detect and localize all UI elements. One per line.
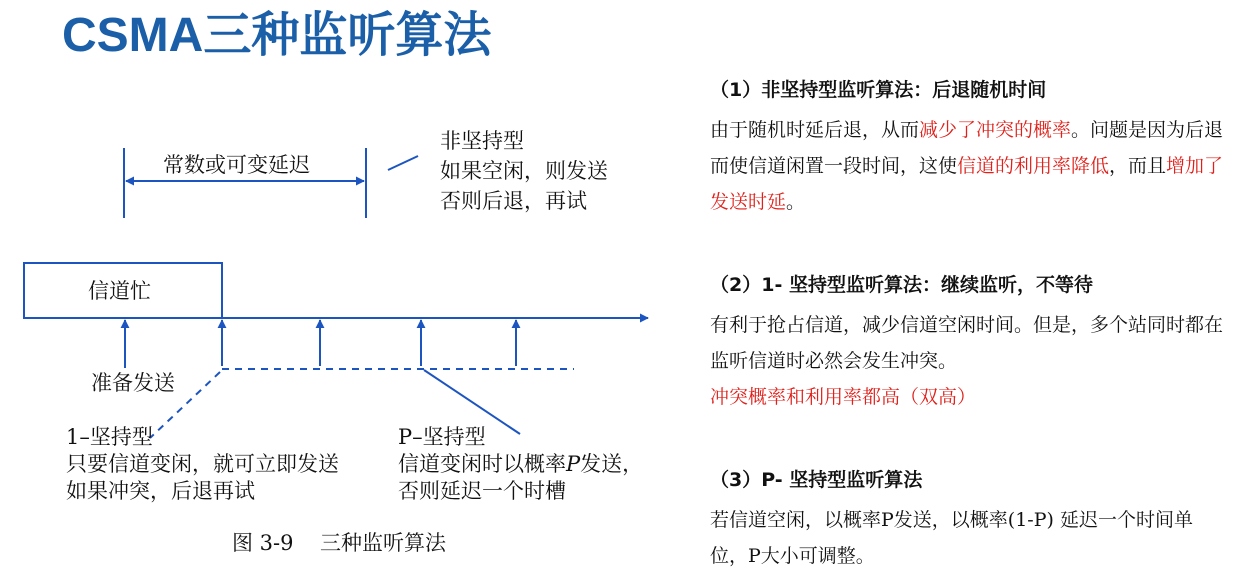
section-1-persistent-highlight: 冲突概率和利用率都高（双高）	[710, 386, 977, 408]
page-title: CSMA三种监听算法	[62, 9, 492, 62]
section-p-persistent	[710, 466, 1230, 574]
nonpersistent-note-3: 否则后退，再试	[440, 189, 587, 213]
highlight-collision-reduced: 减少了冲突的概率	[919, 119, 1072, 141]
p-note-var: P	[566, 452, 581, 476]
delay-label: 常数或可变延迟	[163, 153, 310, 177]
p-note-pre: 信道变闲时以概率	[398, 452, 566, 476]
nonpersistent-note-1: 非坚持型	[440, 129, 524, 153]
p-persistent-note-3: 否则延迟一个时槽	[398, 479, 566, 503]
section-nonpersistent	[710, 76, 1230, 220]
text-run: 。问题是因为后退而使信道闲置一段时间，这使	[710, 119, 1224, 177]
one-persistent-note-1: 1–坚持型	[66, 425, 153, 449]
section-1-persistent	[710, 271, 1230, 415]
ready-to-send-label: 准备发送	[91, 371, 175, 395]
section-1-persistent-text: 有利于抢占信道，减少信道空闲时间。但是，多个站同时都在监听信道时必然会发生冲突。	[710, 314, 1224, 372]
highlight-utilization-reduced: 信道的利用率降低	[957, 155, 1110, 177]
text-run: ，而且	[1109, 155, 1167, 177]
text-run: 。	[786, 191, 806, 213]
nonpersistent-note-2: 如果空闲，则发送	[440, 159, 608, 183]
section-nonpersistent-text	[710, 112, 1230, 220]
figure-caption-number: 图 3-9	[232, 531, 294, 555]
highlight-delay-increased: 增加了发送时延	[710, 155, 1224, 213]
channel-busy-label: 信道忙	[88, 279, 151, 303]
p-note-post: 发送，	[580, 452, 644, 476]
one-persistent-note-3: 如果冲突，后退再试	[66, 479, 255, 503]
p-persistent-note-1: P–坚持型	[398, 425, 486, 449]
text-run: 由于随机时延后退，从而	[710, 119, 920, 141]
p-persistent-note-2	[398, 452, 643, 477]
section-1-persistent-heading: （2）1- 坚持型监听算法：继续监听，不等待	[710, 274, 1093, 296]
figure-caption-text: 三种监听算法	[320, 531, 446, 555]
section-nonpersistent-heading: （1）非坚持型监听算法：后退随机时间	[710, 79, 1047, 101]
section-p-persistent-heading: （3）P- 坚持型监听算法	[710, 469, 923, 491]
one-persistent-note-2: 只要信道变闲，就可立即发送	[66, 452, 339, 476]
nonpersistent-pointer	[388, 156, 418, 170]
section-p-persistent-text: 若信道空闲，以概率P发送，以概率(1-P) 延迟一个时间单位，P大小可调整。	[710, 509, 1193, 567]
